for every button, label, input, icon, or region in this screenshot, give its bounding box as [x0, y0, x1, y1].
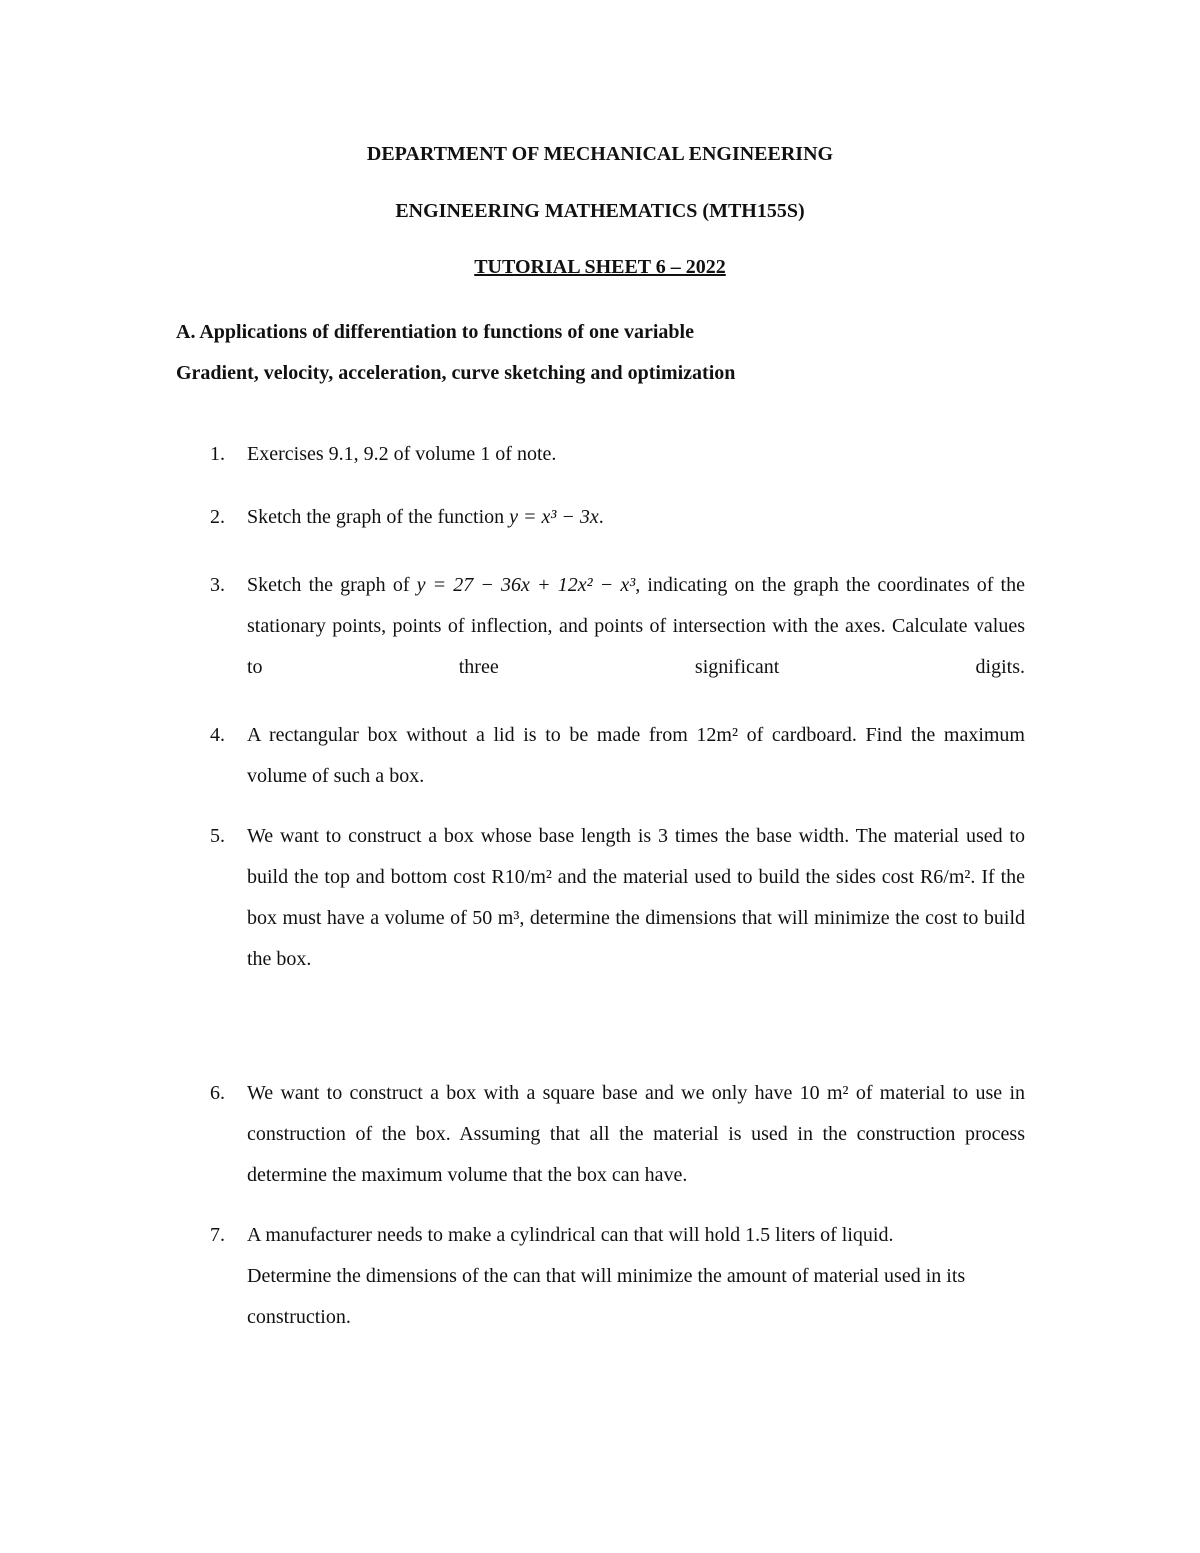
question-text: Exercises 9.1, 9.2 of volume 1 of note. — [247, 443, 557, 465]
course-heading: ENGINEERING MATHEMATICS (MTH155S) — [395, 200, 805, 222]
question-number: 7. — [210, 1224, 225, 1246]
question-5 — [210, 816, 1025, 980]
question-text: Sketch the graph of the function y = x³ − 3x. — [247, 506, 604, 528]
question-2 — [210, 497, 1025, 538]
section-title: A. Applications of differentiation to functions of one variable — [176, 321, 694, 343]
question-number: 6. — [210, 1082, 225, 1104]
question-6 — [210, 1073, 1025, 1196]
question-3-remainder: , indicating on the graph the coordinates of the stationary points, points of inflection, and points of intersection with the axes. Calculate values to three significant digits. — [247, 574, 1025, 678]
question-3 — [210, 565, 1025, 688]
question-text: We want to construct a box whose base length is 3 times the base width. The material used to build the top and bottom cost R10/m² and the material used to build the sides cost R6/m². If the box must have a volume of 50 m³, determine the dimensions that will minimize the cost to build the box. — [247, 825, 1025, 970]
question-number: 2. — [210, 506, 225, 528]
question-number: 3. — [210, 574, 225, 596]
question-number: 5. — [210, 825, 225, 847]
section-subtitle: Gradient, velocity, acceleration, curve sketching and optimization — [176, 362, 736, 384]
tutorial-sheet-heading: TUTORIAL SHEET 6 – 2022 — [474, 256, 726, 278]
equation: y = 27 − 36x + 12x² − x³ — [416, 574, 636, 596]
question-number: 4. — [210, 724, 225, 746]
question-text: A rectangular box without a lid is to be made from 12m² of cardboard. Find the maximum volume of such a box. — [247, 724, 1025, 787]
question-number: 1. — [210, 443, 225, 465]
question-4 — [210, 715, 1025, 797]
question-text: Sketch the graph of y = 27 − 36x + 12x² − x³, indicating on the graph the coordinates of the stationary points, points of inflection, and points of intersection with the axes. Calculate values to three significant digits. — [247, 574, 1025, 678]
question-7 — [210, 1215, 970, 1338]
department-heading: DEPARTMENT OF MECHANICAL ENGINEERING — [366, 143, 834, 165]
equation: y = x³ − 3x — [509, 506, 599, 528]
question-text: We want to construct a box with a square base and we only have 10 m² of material to use in construction of the box. Assuming that all the material is used in the construction process determine the maximum volume that the box can have. — [247, 1082, 1025, 1186]
question-text: A manufacturer needs to make a cylindrical can that will hold 1.5 liters of liquid. Determine the dimensions of the can that will minimize the amount of material used in its construction. — [247, 1224, 966, 1328]
question-1 — [210, 434, 1025, 475]
